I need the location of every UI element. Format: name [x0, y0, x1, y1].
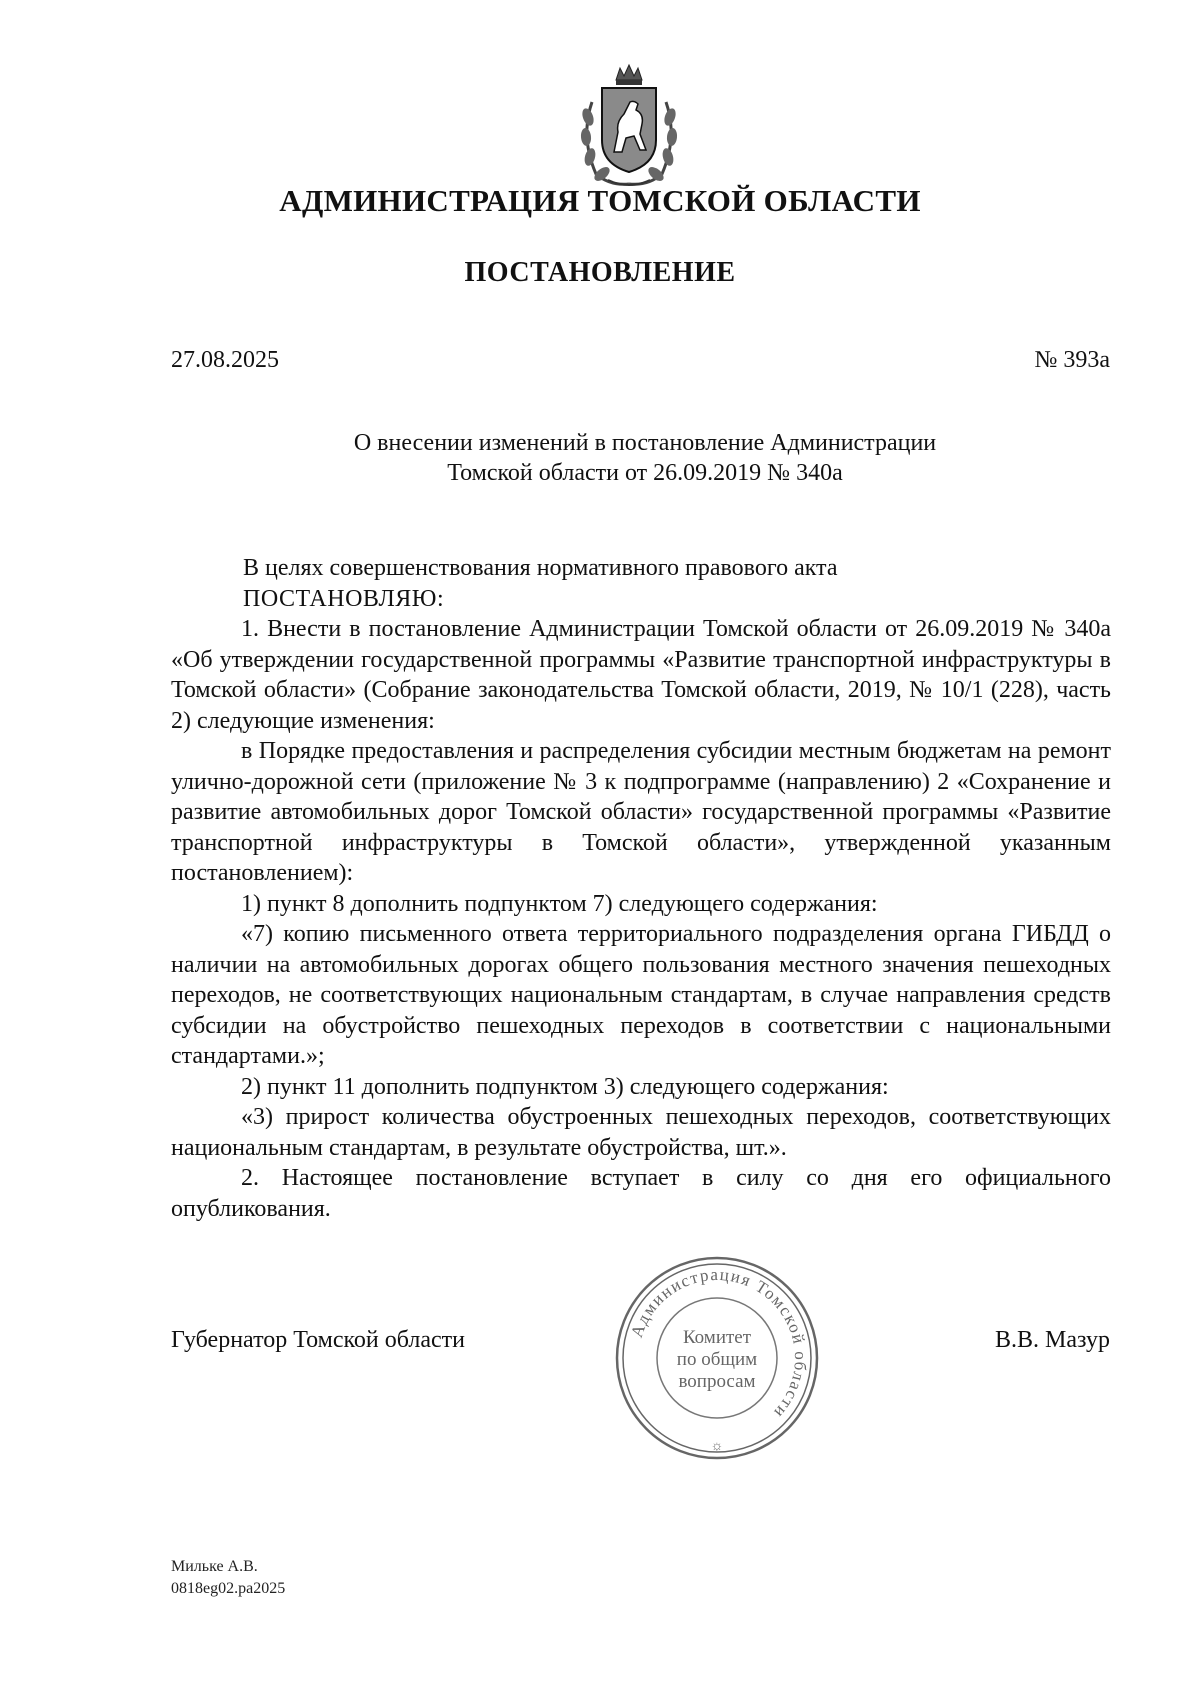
- document-subject: [0, 428, 1200, 488]
- body-paragraph-7: 2. Настоящее постановление вступает в силу со дня его официального опубликования.: [171, 1165, 1111, 1222]
- body-paragraph-1: 1. Внести в постановление Администрации Томской области от 26.09.2019 № 340а «Об утверждении государственной программы «Развитие транспортной инфраструктуры в Томской области» (Собрание законодательства Томской области, 2019, № 10/1 (228), часть 2) следующие изменения:: [171, 616, 1111, 734]
- body-paragraph-6: «3) прирост количества обустроенных пешеходных переходов, соответствующих национальным стандартам, в результате обустройства, шт.».: [171, 1104, 1111, 1161]
- svg-text:вопросам: вопросам: [678, 1371, 756, 1392]
- document-date: 27.08.2025: [171, 347, 279, 373]
- svg-text:☼: ☼: [710, 1439, 724, 1454]
- executor-name: Мильке А.В.: [171, 1558, 258, 1575]
- body-paragraph-4: «7) копию письменного ответа территориального подразделения органа ГИБДД о наличии на автомобильных дорогах общего пользования местного значения пешеходных переходов, не соответствующих национальным стандартам, в случае направления средств субсидии на обустройство пешеходных переходов в соответствии с национальными стандартами.»;: [171, 921, 1111, 1069]
- body-paragraph-5: 2) пункт 11 дополнить подпунктом 3) следующего содержания:: [241, 1073, 889, 1100]
- body-paragraph-3: 1) пункт 8 дополнить подпунктом 7) следующего содержания:: [241, 890, 878, 917]
- file-code: 0818eg02.pa2025: [171, 1580, 286, 1597]
- document-number: № 393а: [1034, 347, 1110, 373]
- document-type-title: ПОСТАНОВЛЕНИЕ: [464, 257, 736, 288]
- document-body: [171, 553, 1111, 1224]
- signatory-name: В.В. Мазур: [995, 1327, 1110, 1353]
- decree-word: ПОСТАНОВЛЯЮ:: [243, 585, 445, 612]
- preamble-paragraph: В целях совершенствования нормативного правового акта: [243, 555, 838, 581]
- body-paragraph-2: в Порядке предоставления и распределения субсидии местным бюджетам на ремонт улично-дорожной сети (приложение № 3 к подпрограмме (направлению) 2 «Сохранение и развитие автомобильных дорог Томской области» государственной программы «Развитие транспортной инфраструктуры в Томской области», утвержденной указанным постановлением):: [171, 738, 1111, 886]
- svg-text:Комитет: Комитет: [682, 1327, 752, 1348]
- official-stamp: [612, 1253, 822, 1463]
- subject-line-1: О внесении изменений в постановление Администрации: [353, 430, 937, 456]
- coat-of-arms-icon: [574, 62, 684, 192]
- signatory-position: Губернатор Томской области: [171, 1327, 465, 1353]
- subject-line-2: Томской области от 26.09.2019 № 340а: [447, 460, 843, 486]
- svg-text:Администрация Томской области: Администрация Томской области: [627, 1264, 811, 1423]
- organization-title: АДМИНИСТРАЦИЯ ТОМСКОЙ ОБЛАСТИ: [279, 183, 921, 218]
- svg-text:по общим: по общим: [676, 1349, 758, 1370]
- document-footer: [171, 1556, 285, 1600]
